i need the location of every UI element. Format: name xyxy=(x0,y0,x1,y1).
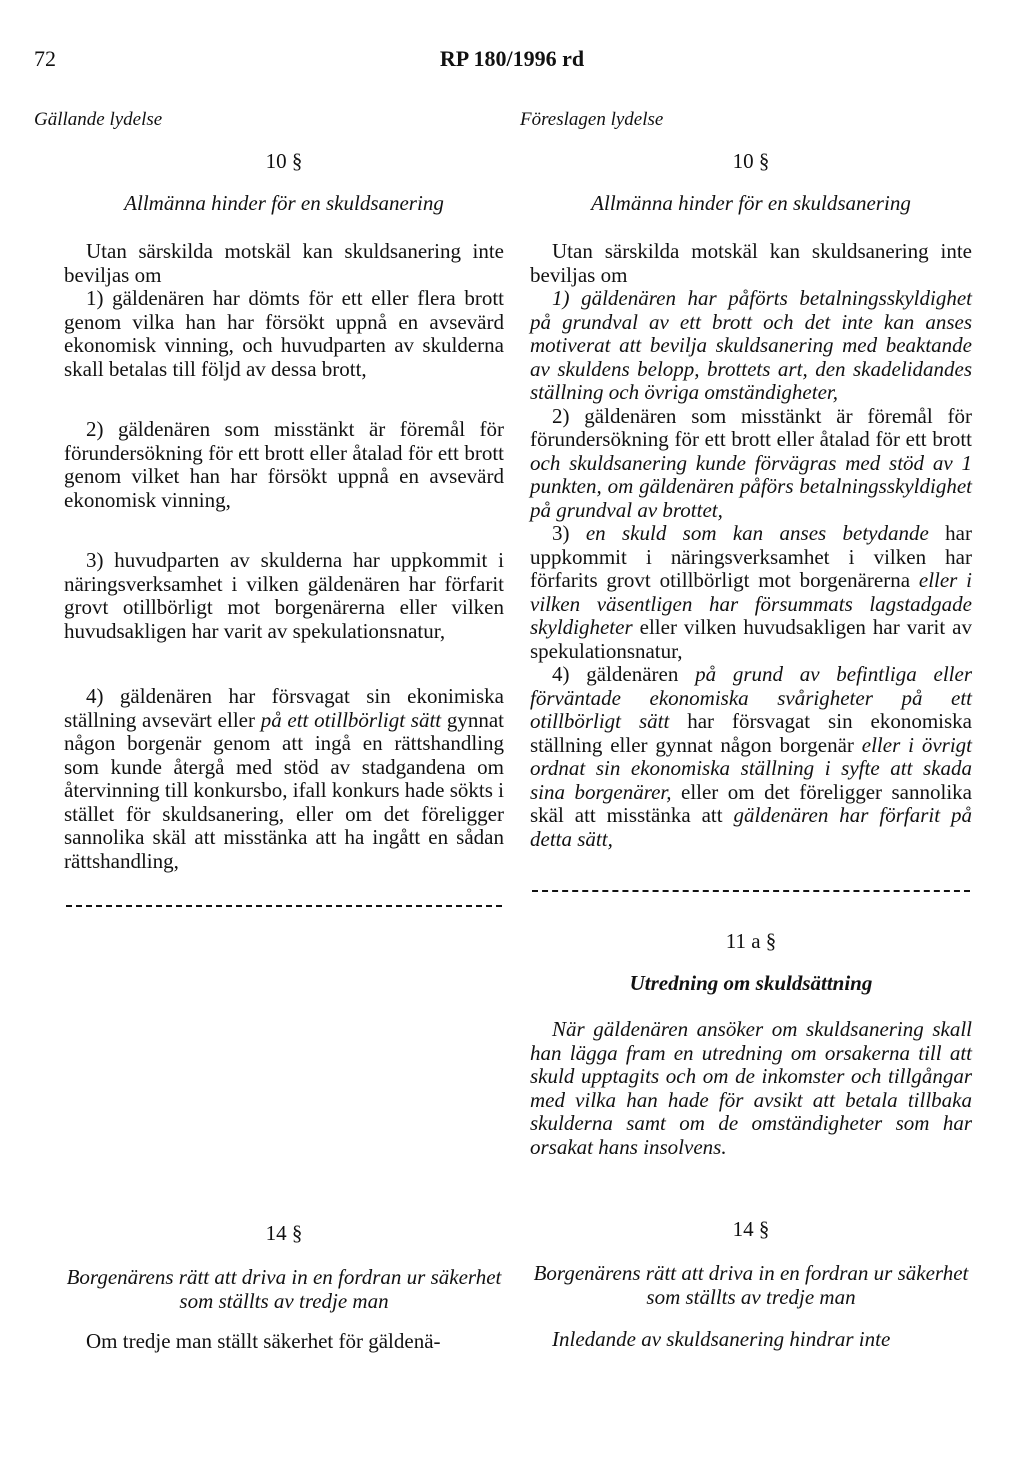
right-s11a-title: Utredning om skuldsättning xyxy=(629,971,873,995)
right-s10-number: 10 § xyxy=(732,149,770,173)
left-s10-number: 10 § xyxy=(265,149,303,173)
left-s10-item4-block xyxy=(64,685,504,873)
right-s14-title: Borgenärens rätt att driva in en fordran ur säkerhet som ställts av tredje man xyxy=(533,1261,969,1309)
left-s14-title: Borgenärens rätt att driva in en fordran ur säkerhet som ställts av tredje man xyxy=(66,1265,502,1313)
right-s10-item2-a: 2) gäldenären som misstänkt är föremål för förundersökning för ett brott eller åtalad för ett brott xyxy=(530,403,972,451)
current-wording-heading: Gällande lydelse xyxy=(34,109,163,130)
right-omission-dashes xyxy=(532,890,970,892)
right-s10-item4 xyxy=(530,663,972,851)
right-s10-item3-b: en skuld som kan anses betydande xyxy=(585,521,929,545)
right-s10-item2-b: och skuldsanering kunde förvägras med stöd av 1 punkten, om gäldenären påförs betalningsskyldighet på grundval av brottet, xyxy=(530,450,972,522)
left-s10-item4 xyxy=(64,685,504,873)
page-number: 72 xyxy=(34,46,56,71)
left-omission-dashes xyxy=(66,905,502,907)
left-s10-item3-block xyxy=(64,549,504,643)
right-s14-number: 14 § xyxy=(732,1217,770,1241)
right-s14-text: Inledande av skuldsanering hindrar inte xyxy=(552,1327,891,1351)
right-s10-item4-d: eller i övrigt ordnat sin ekonomiska ställning i syfte att skada sina borgenärer, xyxy=(530,732,973,804)
left-s10-item4-c: gynnat någon borgenär genom att ingå en rättshandling som kunde återgå med stöd av stadgandena om återvinning till konkursbo, ifall konkurs hade sökts i stället för skuldsanering, eller om det föreligger sannolika skäl att misstänka att ha ingått en sådan rättshandling, xyxy=(64,707,504,873)
right-s10-intro: Utan särskilda motskäl kan skuldsanering inte beviljas om xyxy=(530,239,972,287)
right-s10-item1: 1) gäldenären har påförts betalningsskyldighet på grundval av ett brott och det inte kan anses motiverat att bevilja skuldsanering med beaktande av skuldens belopp, brottets art, den skadelidandes ställning och övriga omständigheter, xyxy=(530,286,972,404)
left-s10-item1: 1) gäldenären har dömts för ett eller flera brott genom vilka han har försökt uppnå en avsevärd ekonomisk vinning, och huvudparten av skulderna skall betalas till följd av dessa brott, xyxy=(64,286,504,381)
right-s10-item3 xyxy=(530,522,972,663)
right-s10-item3-e: eller vilken huvudsakligen har varit av spekulationsnatur, xyxy=(530,615,972,663)
right-s11a-number: 11 a § xyxy=(725,929,777,953)
right-s10-item2 xyxy=(530,405,972,523)
right-s10-item4-c: har försvagat sin ekonomiska ställning eller gynnat någon borgenär xyxy=(530,709,972,757)
right-s10-title: Allmänna hinder för en skuldsanering xyxy=(591,191,911,215)
left-s14-number: 14 § xyxy=(265,1221,303,1245)
right-s10-item3-d: eller i vilken väsentligen har försummats lagstadgade skyldigheter xyxy=(530,568,972,639)
right-s10-item4-a: 4) gäldenären xyxy=(552,662,696,686)
right-s10-body xyxy=(530,240,972,851)
right-s10-item4-f: gäldenären har förfarit på detta sätt, xyxy=(530,803,972,851)
left-s10-body xyxy=(64,240,504,381)
left-s14-text: Om tredje man ställt säkerhet för gäldenä- xyxy=(86,1329,441,1353)
left-s10-intro: Utan särskilda motskäl kan skuldsanering inte beviljas om xyxy=(64,239,504,287)
proposed-wording-heading: Föreslagen lydelse xyxy=(520,109,664,130)
right-s14-body xyxy=(530,1328,972,1352)
left-s10-item3: 3) huvudparten av skulderna har uppkommit i näringsverksamhet i vilken gäldenären har förfarit grovt otillbörligt mot borgenärerna eller vilken huvudsakligen har varit av spekulationsnatur, xyxy=(64,548,504,643)
left-s10-item4-a: 4) gäldenären har försvagat sin ekonimiska ställning avsevärt eller xyxy=(64,684,504,732)
right-s10-item3-c: har uppkommit i näringsverksamhet i vilken har förfarits grovt otillbörligt mot borgenärerna xyxy=(530,521,972,592)
right-s11a-text: När gäldenären ansöker om skuldsanering skall han lägga fram en utredning om orsakerna till att skuld upptagits och om de inkomster och tillgångar med vilka han hade för avsikt att betala tillbaka skulderna samt om de omständigheter som har orsakat hans insolvens. xyxy=(530,1017,972,1159)
right-s10-item4-b: på grund av befintliga eller förväntade ekonomiska svårigheter på ett otillbörligt sätt xyxy=(530,662,972,733)
right-s11a-body xyxy=(530,1018,972,1159)
left-s10-item4-b: på ett otillbörligt sätt xyxy=(260,707,442,732)
left-s10-item2: 2) gäldenären som misstänkt är föremål för förundersökning för ett brott eller åtalad för ett brott genom vilket han har försökt uppnå en avsevärd ekonomisk vinning, xyxy=(64,417,504,512)
left-s10-title: Allmänna hinder för en skuldsanering xyxy=(124,191,444,215)
right-s10-item4-e: eller om det föreligger sannolika skäl att misstänka att xyxy=(530,779,972,827)
right-s10-item3-a: 3) xyxy=(552,521,586,545)
left-s14-body xyxy=(64,1330,504,1354)
document-reference: RP 180/1996 rd xyxy=(439,46,585,71)
left-s10-item2-block xyxy=(64,418,504,512)
